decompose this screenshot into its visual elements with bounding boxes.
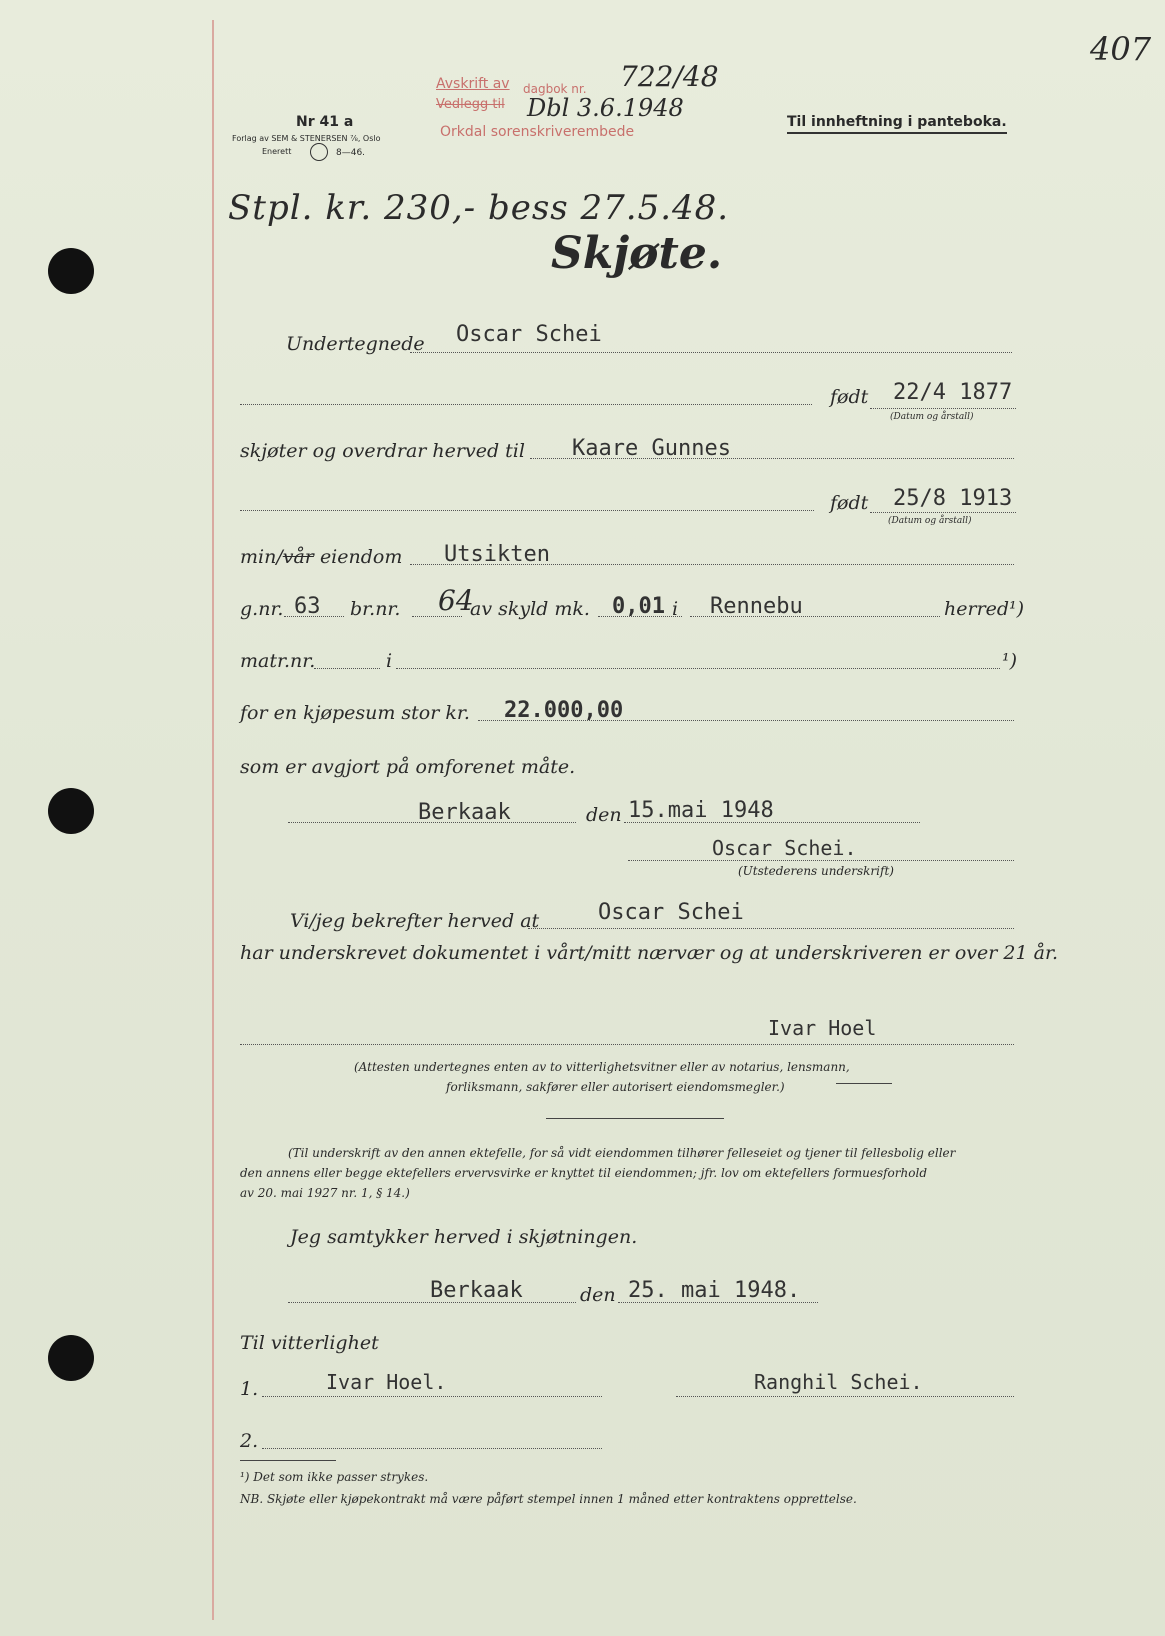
brnr-label: br.nr. xyxy=(350,598,401,620)
spouse-note: (Til underskrift av den annen ektefelle, for så vidt eiendommen tilhører felleseiet og tjener til fellesbolig eller xyxy=(288,1146,956,1160)
date-value: 25. mai 1948. xyxy=(628,1278,801,1303)
undersigned-value: Oscar Schei xyxy=(456,322,602,347)
separator-rule xyxy=(546,1118,724,1119)
stamp-office: Orkdal sorenskriverembede xyxy=(440,124,635,140)
binding-note: Til innheftning i panteboka. xyxy=(787,114,1007,134)
fill-line xyxy=(870,408,1016,409)
stamp-vedlegg: Vedlegg til xyxy=(436,97,505,112)
property-value: Utsikten xyxy=(444,542,550,567)
confirm-label: Vi/jeg bekrefter herved at xyxy=(290,910,540,932)
stamp-dagbok: dagbok nr. xyxy=(523,82,587,96)
issuer-signature: Oscar Schei. xyxy=(712,836,857,860)
footnote-rule xyxy=(240,1460,336,1461)
date-hint: (Datum og årstall) xyxy=(888,516,972,526)
fill-line xyxy=(396,668,1000,669)
property-label: min/vår eiendom xyxy=(240,546,403,568)
fill-line xyxy=(676,1396,1014,1397)
place-value: Berkaak xyxy=(430,1278,523,1303)
place-value: Berkaak xyxy=(418,800,511,825)
document-title: Skjøte. xyxy=(551,228,723,279)
born-label: født xyxy=(830,386,869,408)
punch-hole xyxy=(48,248,94,294)
witness-name: Ranghil Schei. xyxy=(754,1370,923,1394)
stamp-number-handwritten: 722/48 xyxy=(620,60,719,93)
stamp-fee-note: Stpl. kr. 230,- bess 27.5.48. xyxy=(228,188,730,228)
footnote: ¹) Det som ikke passer strykes. xyxy=(240,1470,429,1484)
fill-line xyxy=(240,1044,1014,1045)
witness-name: Ivar Hoel. xyxy=(326,1370,447,1394)
stamp-date-handwritten: Dbl 3.6.1948 xyxy=(527,94,684,122)
witness-signature: Ivar Hoel xyxy=(768,1016,877,1040)
fill-line xyxy=(628,860,1014,861)
herred-value: Rennebu xyxy=(710,594,803,619)
fill-line xyxy=(528,928,1014,929)
confirm-text: har underskrevet dokumentet i vårt/mitt nærvær og at underskriveren er over 21 år. xyxy=(240,942,1058,964)
publisher-enerett: Enerett xyxy=(262,147,292,156)
born-value: 22/4 1877 xyxy=(893,380,1013,405)
skyld-value: 0,01 xyxy=(612,594,665,619)
form-number: Nr 41 a xyxy=(296,114,354,130)
price-label: for en kjøpesum stor kr. xyxy=(240,702,470,724)
skyld-i: i xyxy=(672,598,679,620)
punch-hole xyxy=(48,788,94,834)
brnr-value: 64 xyxy=(438,584,474,617)
stamp-avskrift: Avskrift av xyxy=(436,76,510,92)
date-value: 15.mai 1948 xyxy=(628,798,774,823)
punch-hole xyxy=(48,1335,94,1381)
witness-number: 1. xyxy=(240,1378,259,1400)
publisher-date: 8—46. xyxy=(336,148,366,158)
gnr-label: g.nr. xyxy=(240,598,284,620)
witness-number: 2. xyxy=(240,1430,259,1452)
den-label: den xyxy=(580,1284,616,1306)
settled-text: som er avgjort på omforenet måte. xyxy=(240,756,576,778)
fill-line xyxy=(314,668,380,669)
spouse-note: den annens eller begge ektefellers ervervsvirke er knyttet til eiendommen; jfr. lov om ektefellers formuesforhold xyxy=(240,1166,927,1180)
page-number: 407 xyxy=(1090,30,1152,68)
matr-i: i xyxy=(386,650,393,672)
skyld-label: av skyld mk. xyxy=(470,598,590,620)
short-rule xyxy=(836,1083,892,1084)
publisher-logo-icon xyxy=(310,143,328,161)
fill-line xyxy=(240,404,812,405)
issuer-caption: (Utstederens underskrift) xyxy=(738,864,894,878)
consent-text: Jeg samtykker herved i skjøtningen. xyxy=(290,1226,638,1248)
fill-line xyxy=(240,510,814,511)
publisher-line: Forlag av SEM & STENERSEN ⅞, Oslo xyxy=(232,134,381,143)
born-label: født xyxy=(830,492,869,514)
fill-line xyxy=(262,1448,602,1449)
matr-note: ¹) xyxy=(1002,650,1018,672)
date-hint: (Datum og årstall) xyxy=(890,412,974,422)
transfer-label: skjøter og overdrar herved til xyxy=(240,440,525,462)
spouse-note: av 20. mai 1927 nr. 1, § 14.) xyxy=(240,1186,410,1200)
attest-note: (Attesten undertegnes enten av to vitterlighetsvitner eller av notarius, lensmann, xyxy=(354,1060,850,1074)
undersigned-label: Undertegnede xyxy=(286,333,425,355)
den-label: den xyxy=(586,804,622,826)
gnr-value: 63 xyxy=(294,594,321,619)
price-value: 22.000,00 xyxy=(504,698,624,723)
fill-line xyxy=(870,512,1016,513)
born-value: 25/8 1913 xyxy=(893,486,1013,511)
confirm-value: Oscar Schei xyxy=(598,900,744,925)
fill-line xyxy=(410,352,1012,353)
matr-label: matr.nr. xyxy=(240,650,316,672)
transferee-value: Kaare Gunnes xyxy=(572,436,731,461)
witness-heading: Til vitterlighet xyxy=(240,1332,379,1354)
attest-note: forliksmann, sakfører eller autorisert eiendomsmegler.) xyxy=(446,1080,785,1094)
herred-label: herred¹) xyxy=(944,598,1025,620)
margin-rule xyxy=(212,20,214,1620)
footnote: NB. Skjøte eller kjøpekontrakt må være påført stempel innen 1 måned etter kontraktens opprettelse. xyxy=(240,1492,857,1506)
fill-line xyxy=(262,1396,602,1397)
